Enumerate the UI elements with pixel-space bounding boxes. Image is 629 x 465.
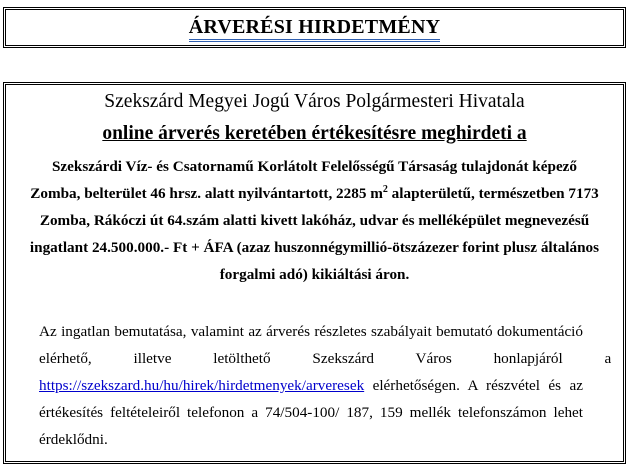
auction-link[interactable]: https://szekszard.hu/hu/hirek/hirdetmenyek/arveresek	[39, 377, 365, 394]
info-text: elérhetőségen. A részvétel és az	[364, 377, 583, 394]
info-line: elérhető, illetve letölthető Szekszárd Város honlapjáról a	[39, 350, 612, 367]
property-line: Szekszárdi Víz- és Csatornamű Korlátolt Felelősségű Társaság tulajdonát képező	[51, 158, 578, 175]
property-line: forgalmi adó) kikiáltási áron.	[219, 266, 410, 283]
property-line	[6, 185, 623, 203]
page-title: ÁRVERÉSI HIRDETMÉNY	[189, 15, 440, 42]
info-line: érdeklődni.	[39, 431, 108, 448]
info-line: értékesítés feltételeiről telefonon a 74/504-100/ 187, 159 mellék telefonszámon lehet	[39, 404, 583, 421]
info-line: Az ingatlan bemutatása, valamint az árverés részletes szabályait bemutató dokumentáció	[39, 323, 583, 340]
property-line: Zomba, Rákóczi út 64.szám alatti kivett lakóház, udvar és melléképület megnevezésű	[39, 212, 590, 229]
property-text: Zomba, belterület 46 hrsz. alatt nyilvántartott, 2285 m	[30, 185, 383, 202]
property-line: ingatlant 24.500.000.- Ft + ÁFA (azaz huszonnégymillió-ötszázezer forint plusz általános	[29, 239, 600, 256]
superscript: 2	[382, 183, 388, 195]
info-line	[39, 377, 583, 395]
notice-subtitle: online árverés keretében értékesítésre meghirdeti a	[102, 123, 527, 144]
title-box	[3, 7, 626, 48]
notice-box	[3, 82, 626, 464]
office-name: Szekszárd Megyei Jogú Város Polgármesteri Hivatala	[104, 91, 525, 112]
property-text: alapterületű, természetben 7173	[387, 185, 599, 202]
